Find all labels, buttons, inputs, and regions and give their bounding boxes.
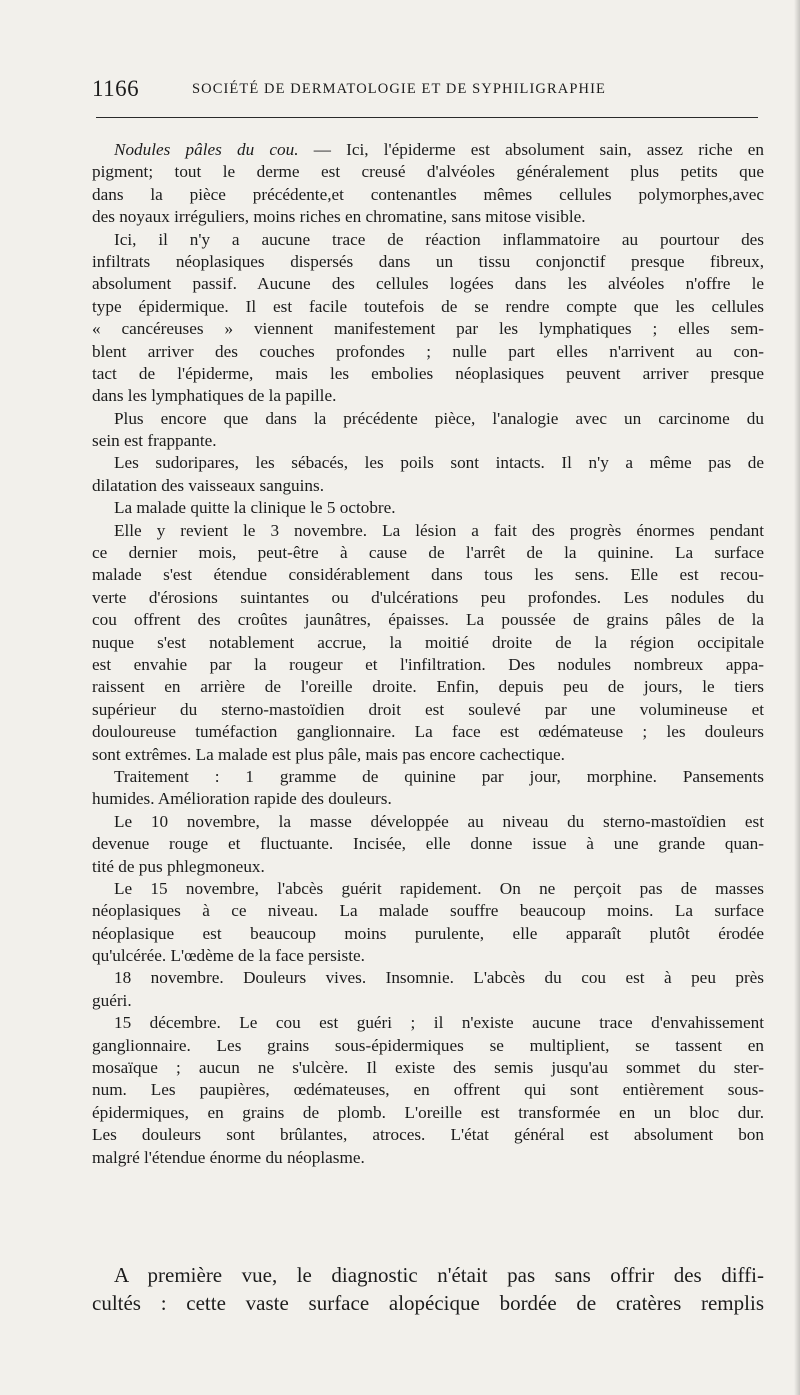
text-line: malade s'est étendue considérablement dans tous les sens. Elle est recou-: [92, 565, 764, 585]
text-line: ce dernier mois, peut-être à cause de l'arrêt de la quinine. La surface: [92, 543, 764, 563]
text-line: A première vue, le diagnostic n'était pas sans offrir des diffi-: [114, 1263, 764, 1287]
paragraph: [92, 811, 764, 878]
paragraph: [92, 229, 764, 408]
paragraph: [92, 139, 764, 229]
paragraph: [92, 967, 764, 1012]
text-line: nuque s'est notablement accrue, la moitié droite de la région occipitale: [92, 632, 764, 652]
page-edge-shadow: [794, 0, 800, 1395]
text-line: tact de l'épiderme, mais les embolies néoplasiques peuvent arriver presque: [92, 363, 764, 383]
running-title: SOCIÉTÉ DE DERMATOLOGIE ET DE SYPHILIGRAPHIE: [192, 81, 606, 97]
text-line: douloureuse tuméfaction ganglionnaire. La face est œdémateuse ; les douleurs: [92, 722, 764, 742]
text-line: [92, 139, 764, 161]
text-line: infiltrats néoplasiques dispersés dans un tissu conjonctif presque fibreux,: [92, 251, 764, 271]
page-header: [92, 76, 762, 106]
text-line: Traitement : 1 gramme de quinine par jour, morphine. Pansements: [114, 766, 764, 786]
text-line: ganglionnaire. Les grains sous-épidermiques se multiplient, se tassent en: [92, 1035, 764, 1055]
text-line: est envahie par la rougeur et l'infiltration. Des nodules nombreux appa-: [92, 654, 764, 674]
text-line: devenue rouge et fluctuante. Incisée, elle donne issue à une grande quan-: [92, 834, 764, 854]
text-line: blent arriver des couches profondes ; nulle part elles n'arrivent au con-: [92, 341, 764, 361]
text-line: pigment; tout le derme est creusé d'alvéoles généralement plus petits que: [92, 162, 764, 182]
text-line: cultés : cette vaste surface alopécique bordée de cratères remplis: [92, 1291, 764, 1315]
page-number: 1166: [92, 76, 140, 101]
italic-heading: Nodules pâles du cou.: [114, 140, 299, 159]
text-line: supérieur du sterno-mastoïdien droit est soulevé par une volumineuse et: [92, 699, 764, 719]
body-text: [92, 139, 764, 1169]
text-line: Les douleurs sont brûlantes, atroces. L'état général est absolument bon: [92, 1125, 764, 1145]
text-line: Ici, il n'y a aucune trace de réaction inflammatoire au pourtour des: [114, 229, 764, 249]
paragraph: [92, 497, 764, 519]
text-line: raissent en arrière de l'oreille droite. Enfin, depuis peu de jours, le tiers: [92, 677, 764, 697]
text-line: 15 décembre. Le cou est guéri ; il n'existe aucune trace d'envahissement: [114, 1013, 764, 1033]
paragraph: [92, 878, 764, 968]
text-line: num. Les paupières, œdémateuses, en offrent qui sont entièrement sous-: [92, 1080, 764, 1100]
paragraph: [92, 766, 764, 811]
text-line: épidermiques, en grains de plomb. L'oreille est transformée en un bloc dur.: [92, 1102, 764, 1122]
text-line: cou offrent des croûtes jaunâtres, épaisses. La poussée de grains pâles de la: [92, 610, 764, 630]
text-line: dans la pièce précédente,et contenantles mêmes cellules polymorphes,avec: [92, 184, 764, 204]
text-line: Plus encore que dans la précédente pièce, l'analogie avec un carcinome du: [114, 408, 764, 428]
text-line: verte d'érosions suintantes ou d'ulcérations peu profondes. Les nodules du: [92, 587, 764, 607]
text-line: Le 15 novembre, l'abcès guérit rapidement. On ne perçoit pas de masses: [114, 878, 764, 898]
text-line: sont extrêmes. La malade est plus pâle, mais pas encore cachectique.: [92, 744, 565, 764]
header-divider: [96, 117, 758, 118]
text-line: des noyaux irréguliers, moins riches en chromatine, sans mitose visible.: [92, 207, 586, 227]
text-line: absolument passif. Aucune des cellules logées dans les alvéoles n'offre le: [92, 274, 764, 294]
paragraph: [92, 520, 764, 766]
text-line: Elle y revient le 3 novembre. La lésion a fait des progrès énormes pendant: [114, 520, 764, 540]
text-line: 18 novembre. Douleurs vives. Insomnie. L'abcès du cou est à peu près: [114, 968, 764, 988]
text-line: néoplasiques à ce niveau. La malade souffre beaucoup moins. La surface: [92, 901, 764, 921]
text-line: mosaïque ; aucun ne s'ulcère. Il existe des semis jusqu'au sommet du ster-: [92, 1058, 764, 1078]
final-paragraph: [92, 1261, 764, 1317]
text-line: guéri.: [92, 990, 132, 1010]
text-line: Le 10 novembre, la masse développée au niveau du sterno-mastoïdien est: [114, 811, 764, 831]
text-line: type épidermique. Il est facile toutefois de se rendre compte que les cellules: [92, 296, 764, 316]
text-line: tité de pus phlegmoneux.: [92, 856, 265, 876]
paragraph: [92, 408, 764, 453]
line-text: — Ici, l'épiderme est absolument sain, assez riche en: [298, 140, 764, 159]
text-line: néoplasique est beaucoup moins purulente, elle apparaît plutôt érodée: [92, 923, 764, 943]
text-line: La malade quitte la clinique le 5 octobre.: [114, 498, 396, 518]
text-line: dans les lymphatiques de la papille.: [92, 386, 337, 406]
text-line: qu'ulcérée. L'œdème de la face persiste.: [92, 946, 365, 966]
paragraph: [92, 452, 764, 497]
text-line: Les sudoripares, les sébacés, les poils sont intacts. Il n'y a même pas de: [114, 453, 764, 473]
text-line: sein est frappante.: [92, 431, 217, 451]
text-line: malgré l'étendue énorme du néoplasme.: [92, 1147, 365, 1167]
text-line: « cancéreuses » viennent manifestement par les lymphatiques ; elles sem-: [92, 319, 764, 339]
paragraph: [92, 1012, 764, 1169]
text-line: dilatation des vaisseaux sanguins.: [92, 475, 324, 495]
text-line: humides. Amélioration rapide des douleurs.: [92, 789, 392, 809]
